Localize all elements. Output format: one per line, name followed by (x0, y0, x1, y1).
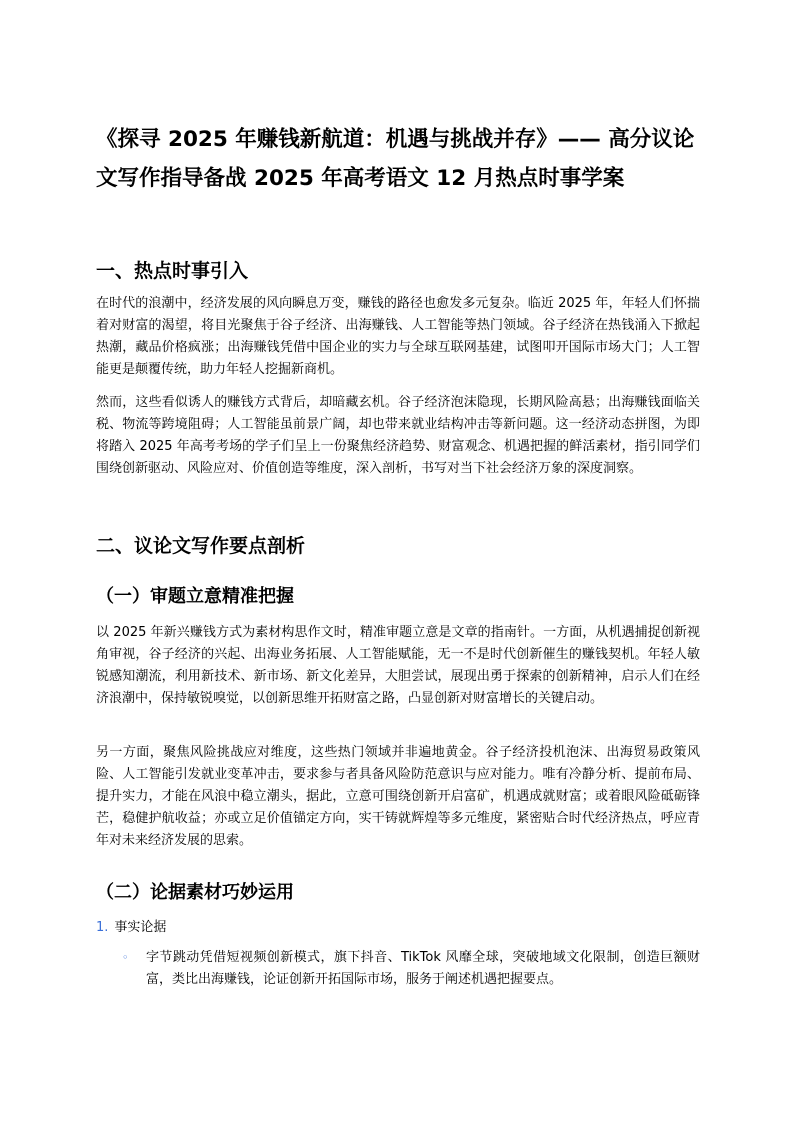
paragraph-intro-2: 然而，这些看似诱人的赚钱方式背后，却暗藏玄机。谷子经济泡沫隐现，长期风险高悬；出海赚钱面临关税、物流等跨境阻碍；人工智能虽前景广阔，却也带来就业结构冲击等新问题。这一经济动态拼图，为即将踏入 2025 年高考考场的学子们呈上一份聚焦经济趋势、财富观念、机遇把握的鲜活素材，指引同学们围绕创新驱动、风险应对、价值创造等维度，深入剖析，书写对当下社会经济万象的深度洞察。 (96, 395, 700, 476)
paragraph-theme-1: 以 2025 年新兴赚钱方式为素材构思作文时，精准审题立意是文章的指南针。一方面，从机遇捕捉创新视角审视，谷子经济的兴起、出海业务拓展、人工智能赋能，无一不是时代创新催生的赚钱契机。年轻人敏锐感知潮流，利用新技术、新市场、新文化差异，大胆尝试，展现出勇于探索的创新精神，启示人们在经济浪潮中，保持敏锐嗅觉，以创新思维开拓财富之路，凸显创新对财富增长的关键启动。 (96, 625, 700, 706)
section-heading-hot-topic: 一、热点时事引入 (96, 260, 249, 282)
paragraph-theme-2: 另一方面，聚焦风险挑战应对维度，这些热门领域并非遍地黄金。谷子经济投机泡沫、出海贸易政策风险、人工智能引发就业变革冲击，要求参与者具备风险防范意识与应对能力。唯有冷静分析、提前布局、提升实力，才能在风浪中稳立潮头，据此，立意可围绕创新开启富矿，机遇成就财富；或着眼风险砥砺锋芒，稳健护航收益；亦或立足价值锚定方向，实干铸就辉煌等多元维度，紧密贴合时代经济热点，呼应青年对未来经济发展的思索。 (96, 745, 700, 848)
document-title: 《探寻 2025 年赚钱新航道：机遇与挑战并存》—— 高分议论文写作指导备战 2025 年高考语文 12 月热点时事学案 (96, 127, 695, 191)
subsection-heading-evidence: （二）论据素材巧妙运用 (96, 882, 294, 903)
numbered-item-fact-evidence (96, 917, 700, 939)
list-number: 1. (96, 920, 109, 935)
list-item-label: 事实论据 (114, 920, 167, 935)
section-heading-writing-points: 二、议论文写作要点剖析 (96, 535, 306, 557)
paragraph-intro-1: 在时代的浪潮中，经济发展的风向瞬息万变，赚钱的路径也愈发多元复杂。临近 2025 年，年轻人们怀揣着对财富的渴望，将目光聚焦于谷子经济、出海赚钱、人工智能等热门领域。谷子经济在热钱涌入下掀起热潮，藏品价格疯涨；出海赚钱凭借中国企业的实力与全球互联网基建，试图叩开国际市场大门；人工智能更是颠覆传统，助力年轻人挖掘新商机。 (96, 296, 700, 377)
subsection-heading-theme: （一）审题立意精准把握 (96, 586, 294, 607)
hollow-bullet-icon: ◦ (122, 951, 129, 964)
bullet-text: 字节跳动凭借短视频创新模式，旗下抖音、TikTok 风靡全球，突破地域文化限制，创造巨额财富，类比出海赚钱，论证创新开拓国际市场，服务于阐述机遇把握要点。 (146, 950, 700, 987)
bullet-list-item (122, 947, 700, 991)
